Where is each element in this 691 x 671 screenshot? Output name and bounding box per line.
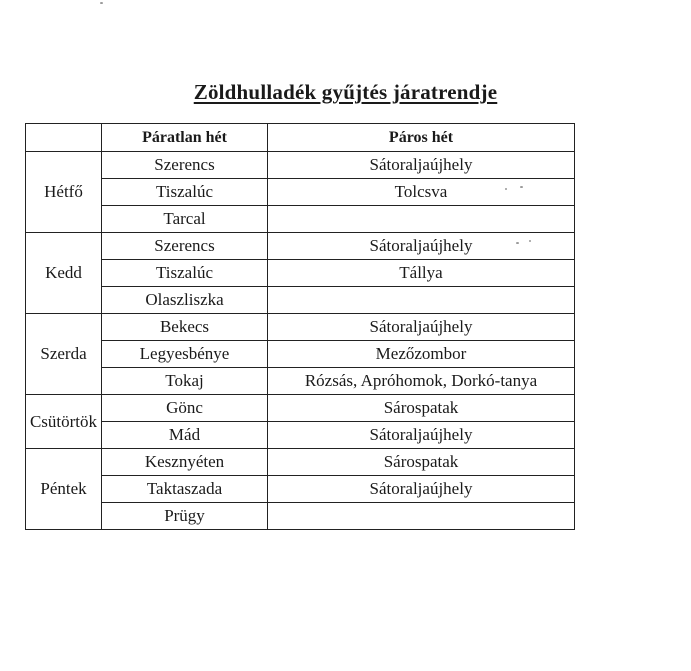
odd-week-cell: Bekecs (102, 314, 268, 341)
table-row (26, 368, 575, 395)
odd-week-cell: Gönc (102, 395, 268, 422)
odd-week-cell: Tokaj (102, 368, 268, 395)
table-row (26, 287, 575, 314)
header-even-week: Páros hét (268, 124, 575, 152)
table-row (26, 206, 575, 233)
table-row (26, 422, 575, 449)
table-row (26, 341, 575, 368)
day-cell-csutortok: Csütörtök (26, 395, 102, 449)
even-week-cell: Sárospatak (268, 449, 575, 476)
table-row (26, 260, 575, 287)
even-week-cell: Rózsás, Apróhomok, Dorkó-tanya (268, 368, 575, 395)
table-row (26, 314, 575, 341)
odd-week-cell: Tarcal (102, 206, 268, 233)
even-week-cell: Sátoraljaújhely (268, 422, 575, 449)
day-cell-hetfo: Hétfő (26, 152, 102, 233)
table-row (26, 449, 575, 476)
odd-week-cell: Olaszliszka (102, 287, 268, 314)
header-day (26, 124, 102, 152)
even-week-cell: Tolcsva (268, 179, 575, 206)
odd-week-cell: Prügy (102, 503, 268, 530)
empty-cell (268, 503, 575, 530)
scan-speck (100, 2, 103, 4)
table-row (26, 233, 575, 260)
even-week-cell: Sátoraljaújhely (268, 476, 575, 503)
header-odd-week: Páratlan hét (102, 124, 268, 152)
even-week-cell (268, 287, 575, 314)
table-row (26, 152, 575, 179)
day-cell-kedd: Kedd (26, 233, 102, 314)
odd-week-cell: Tiszalúc (102, 260, 268, 287)
schedule-table (25, 123, 575, 530)
table-header-row (26, 124, 575, 152)
odd-week-cell: Taktaszada (102, 476, 268, 503)
table-row (26, 503, 575, 530)
odd-week-cell: Szerencs (102, 152, 268, 179)
even-week-cell: Sárospatak (268, 395, 575, 422)
table-row (26, 395, 575, 422)
even-week-cell: Mezőzombor (268, 341, 575, 368)
odd-week-cell: Tiszalúc (102, 179, 268, 206)
odd-week-cell: Kesznyéten (102, 449, 268, 476)
even-week-cell (268, 206, 575, 233)
day-cell-pentek: Péntek (26, 449, 102, 530)
even-week-cell: Sátoraljaújhely (268, 314, 575, 341)
even-week-cell: Sátoraljaújhely (268, 152, 575, 179)
table-row (26, 179, 575, 206)
even-week-cell: Sátoraljaújhely (268, 233, 575, 260)
odd-week-cell: Mád (102, 422, 268, 449)
odd-week-cell: Legyesbénye (102, 341, 268, 368)
day-cell-szerda: Szerda (26, 314, 102, 395)
even-week-cell: Tállya (268, 260, 575, 287)
document-title: Zöldhulladék gyűjtés járatrendje (193, 80, 498, 104)
odd-week-cell: Szerencs (102, 233, 268, 260)
table-row (26, 476, 575, 503)
